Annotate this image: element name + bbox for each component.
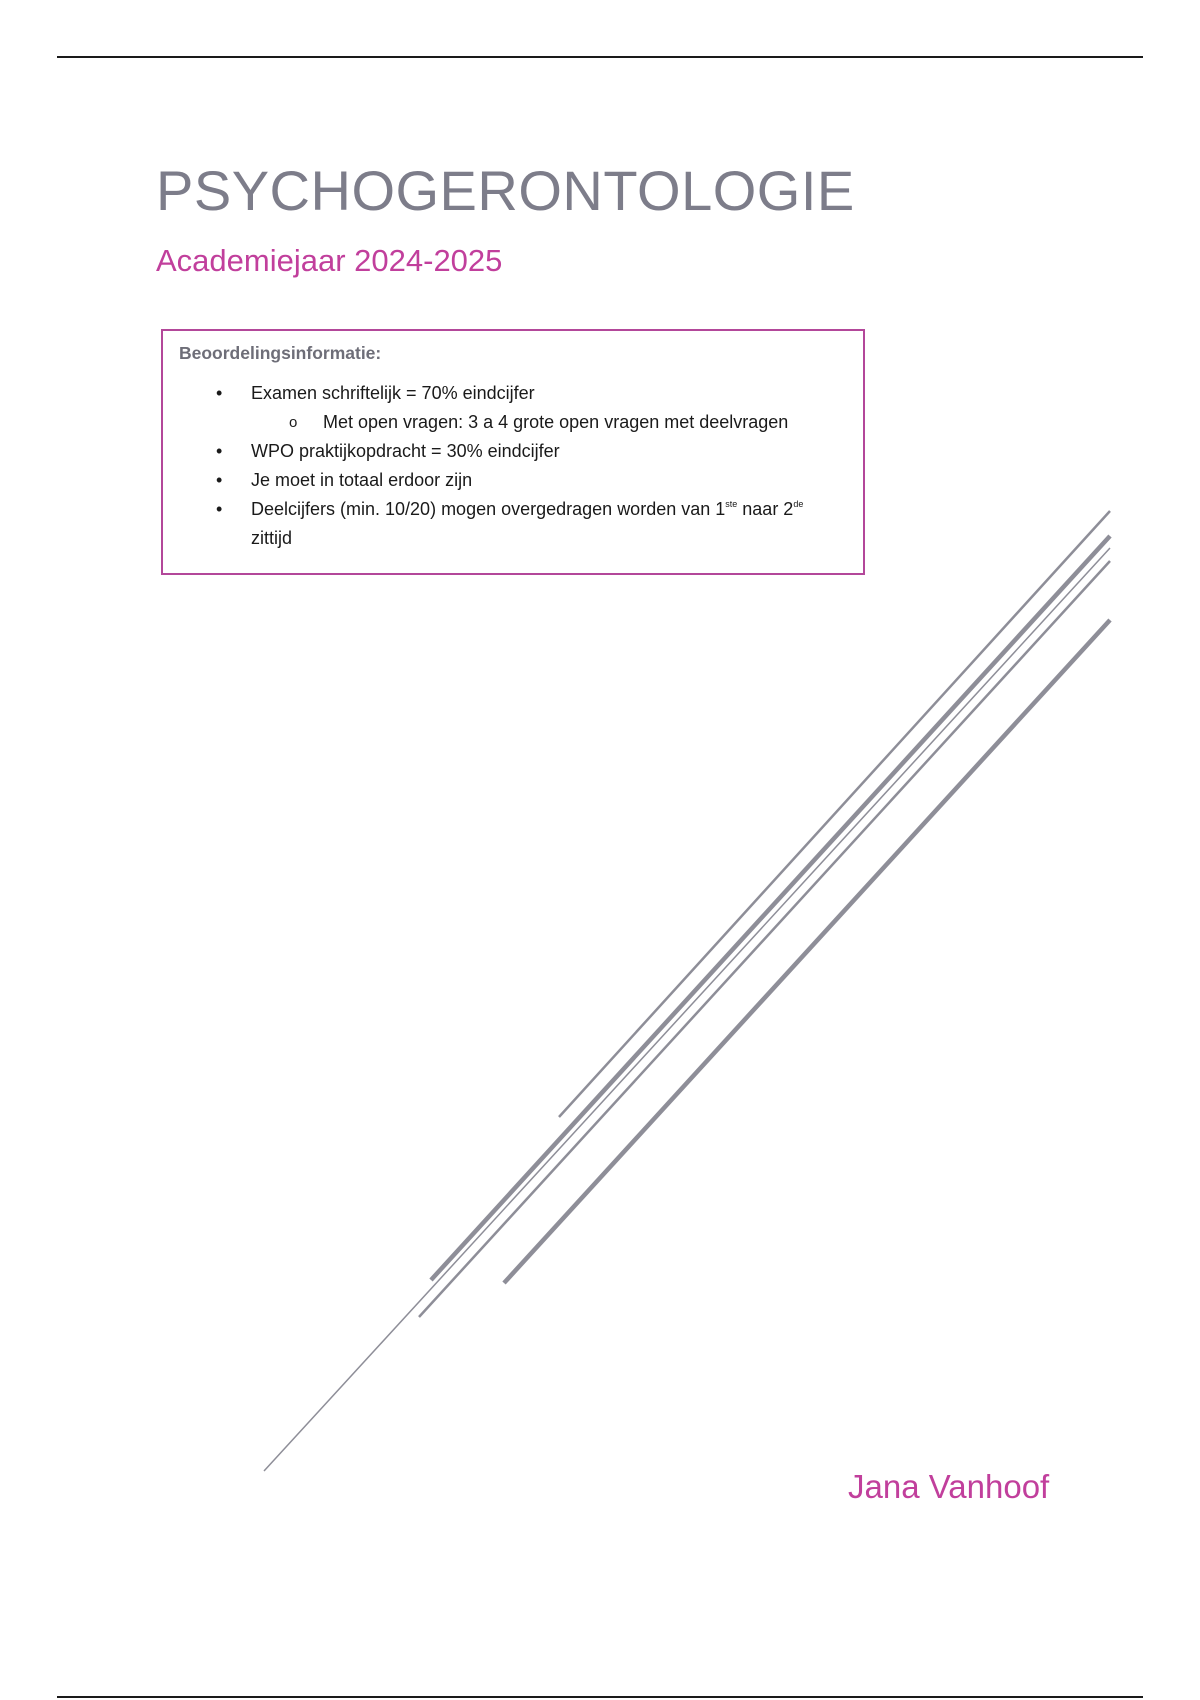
document-title: PSYCHOGERONTOLOGIE (156, 159, 855, 222)
list-item-text-part: naar 2 (737, 499, 794, 519)
list-item-text-part: Deelcijfers (min. 10/20) mogen overgedragen worden van 1 (251, 499, 726, 519)
diagonal-line (264, 548, 1110, 1471)
diagonal-line (419, 561, 1110, 1317)
bullet-icon: • (216, 383, 223, 403)
diagonal-line (431, 536, 1110, 1280)
superscript-ordinal: ste (725, 499, 738, 509)
list-item-text-part: zittijd (251, 528, 293, 548)
superscript-ordinal: de (793, 499, 804, 509)
author-name: Jana Vanhoof (848, 1468, 1050, 1505)
diagonal-line (559, 511, 1110, 1117)
bullet-icon: • (216, 441, 223, 461)
list-item-text: Met open vragen: 3 a 4 grote open vragen met deelvragen (323, 412, 789, 432)
list-item-text: Je moet in totaal erdoor zijn (251, 470, 473, 490)
list-item-text: Examen schriftelijk = 70% eindcijfer (251, 383, 535, 403)
assessment-heading: Beoordelingsinformatie: (179, 343, 382, 363)
bullet-icon: • (216, 499, 223, 519)
hollow-bullet-icon: o (289, 414, 298, 431)
bullet-icon: • (216, 470, 223, 490)
academic-year-subtitle: Academiejaar 2024-2025 (156, 243, 503, 278)
diagonal-line (504, 620, 1110, 1283)
list-item-text: WPO praktijkopdracht = 30% eindcijfer (251, 441, 560, 461)
footer-rule (57, 1696, 1143, 1698)
